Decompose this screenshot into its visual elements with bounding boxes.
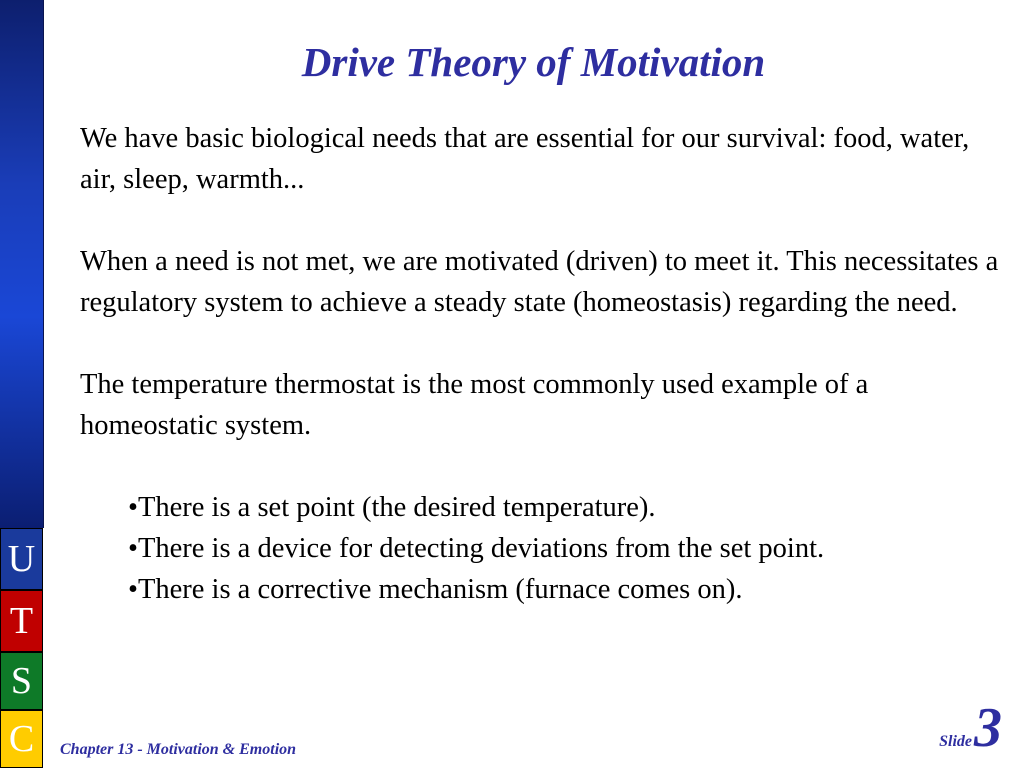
- footer-chapter: Chapter 13 - Motivation & Emotion: [60, 741, 297, 758]
- bullet-item: •There is a device for detecting deviations from the set point.: [128, 533, 825, 564]
- paragraph-thermostat: The temperature thermostat is the most commonly used example of a homeostatic system.: [80, 369, 869, 441]
- slide-number: 3: [974, 697, 1002, 759]
- logo-letter-t: T: [0, 590, 43, 652]
- slide-title: Drive Theory of Motivation: [301, 39, 766, 85]
- bullet-item: •There is a set point (the desired temperature).: [128, 492, 656, 523]
- paragraph-drive: When a need is not met, we are motivated (driven) to meet it. This necessitates a regulatory system to achieve a steady state (homeostasis) regarding the need.: [80, 246, 999, 318]
- bullet-item: •There is a corrective mechanism (furnace comes on).: [128, 574, 743, 605]
- logo-letter-c: C: [0, 710, 43, 768]
- slide-label: Slide: [939, 733, 972, 750]
- paragraph-needs: We have basic biological needs that are essential for our survival: food, water, air, sleep, warmth...: [80, 123, 970, 195]
- logo-letter-u: U: [0, 528, 43, 590]
- slide-number-block: [939, 697, 1002, 759]
- sidebar-gradient-bar: [0, 0, 44, 528]
- logo-letter-s: S: [0, 652, 43, 710]
- slide-body: [80, 118, 1000, 610]
- bullet-list: [80, 487, 1000, 610]
